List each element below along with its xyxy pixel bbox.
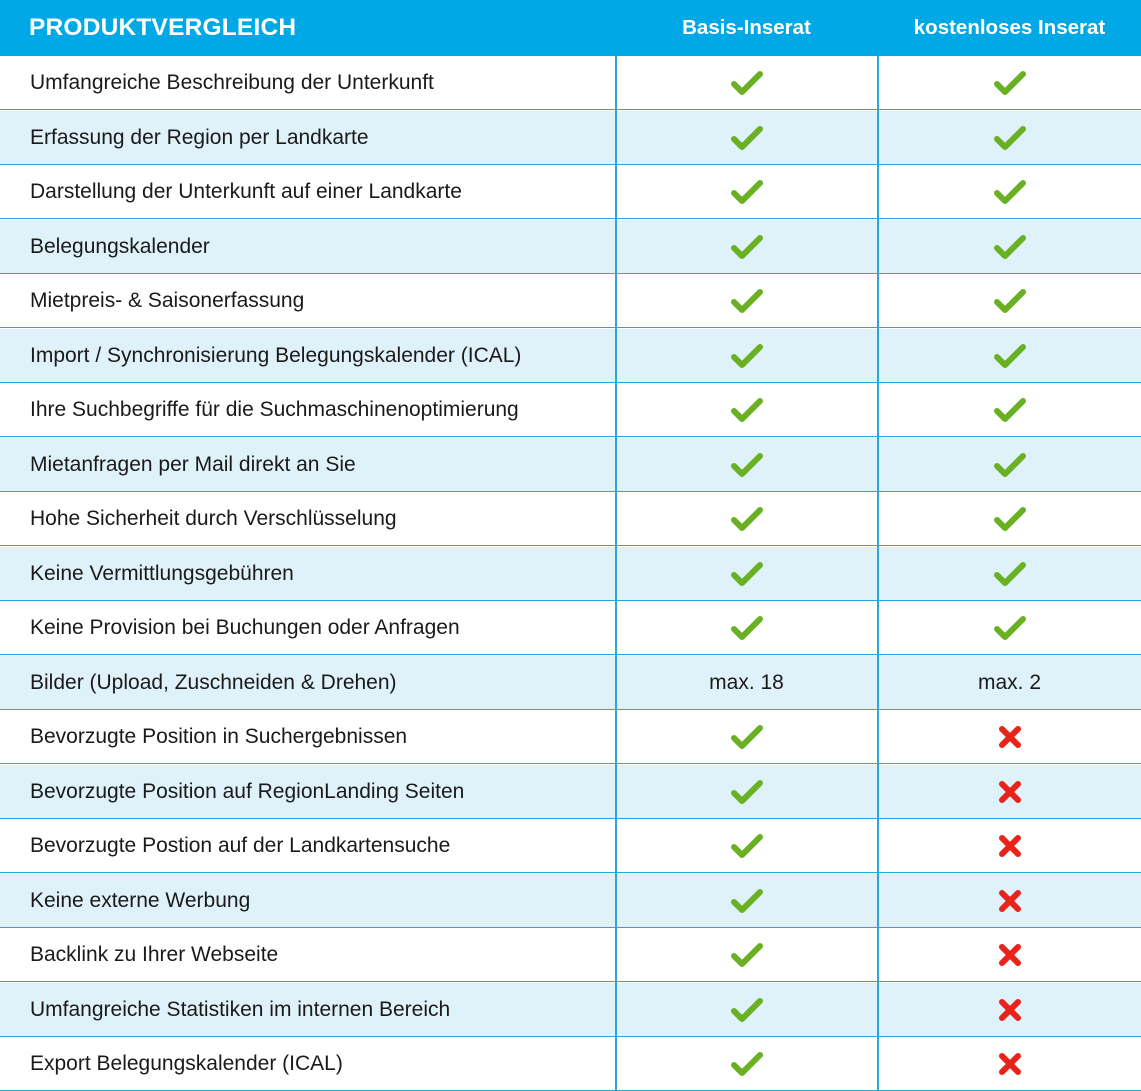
table-row	[0, 220, 1141, 274]
table-row	[0, 56, 1141, 110]
cross-icon	[878, 1037, 1141, 1091]
basis-value: max. 18	[709, 670, 784, 694]
check-icon	[616, 220, 877, 274]
table-title: PRODUKTVERGLEICH	[29, 14, 297, 41]
check-icon	[616, 1037, 877, 1091]
cross-icon	[878, 819, 1141, 873]
table-row	[0, 438, 1141, 492]
check-icon	[616, 928, 877, 982]
table-header	[0, 0, 1141, 56]
feature-label: Ihre Suchbegriffe für die Suchmaschinenoptimierung	[30, 398, 519, 421]
check-icon	[878, 329, 1141, 383]
table-row	[0, 601, 1141, 655]
cross-icon	[878, 874, 1141, 928]
feature-label: Erfassung der Region per Landkarte	[30, 125, 369, 149]
table-row	[0, 383, 1141, 437]
table-row	[0, 492, 1141, 546]
feature-label: Hohe Sicherheit durch Verschlüsselung	[30, 507, 397, 530]
feature-label: Belegungskalender	[30, 234, 210, 258]
feature-label: Mietanfragen per Mail direkt an Sie	[30, 452, 356, 476]
feature-label: Keine externe Werbung	[30, 888, 251, 912]
table-row	[0, 710, 1141, 764]
check-icon	[616, 819, 877, 873]
check-icon	[616, 383, 877, 437]
check-icon	[616, 874, 877, 928]
feature-label: Bevorzugte Position in Suchergebnissen	[30, 725, 408, 748]
feature-label: Export Belegungskalender (ICAL)	[30, 1052, 343, 1075]
check-icon	[616, 492, 877, 546]
feature-label: Keine Provision bei Buchungen oder Anfragen	[30, 616, 460, 639]
check-icon	[616, 710, 877, 764]
check-icon	[616, 601, 877, 655]
table-row	[0, 329, 1141, 383]
table-row	[0, 1037, 1141, 1091]
feature-label: Mietpreis- & Saisonerfassung	[30, 289, 305, 312]
check-icon	[878, 56, 1141, 110]
feature-label: Import / Synchronisierung Belegungskalender (ICAL)	[30, 343, 522, 367]
table-row	[0, 765, 1141, 819]
table-row	[0, 983, 1141, 1037]
check-icon	[878, 547, 1141, 601]
feature-label: Bevorzugte Postion auf der Landkartensuche	[30, 834, 451, 857]
column-header-kostenlos: kostenloses Inserat	[913, 16, 1106, 39]
check-icon	[878, 383, 1141, 437]
table-row	[0, 656, 1141, 710]
table-row	[0, 547, 1141, 601]
feature-label: Backlink zu Ihrer Webseite	[30, 943, 279, 966]
kostenlos-value: max. 2	[977, 670, 1042, 694]
table-row	[0, 928, 1141, 982]
check-icon	[878, 601, 1141, 655]
feature-label: Bilder (Upload, Zuschneiden & Drehen)	[30, 670, 397, 694]
check-icon	[878, 438, 1141, 492]
column-divider	[615, 56, 617, 1091]
check-icon	[616, 56, 877, 110]
feature-label: Umfangreiche Statistiken im internen Bereich	[30, 997, 451, 1021]
check-icon	[878, 274, 1141, 328]
column-divider	[877, 56, 879, 1091]
feature-label: Umfangreiche Beschreibung der Unterkunft	[30, 71, 434, 94]
feature-label: Darstellung der Unterkunft auf einer Landkarte	[30, 180, 462, 203]
check-icon	[616, 165, 877, 219]
cross-icon	[878, 928, 1141, 982]
table-row	[0, 165, 1141, 219]
check-icon	[878, 220, 1141, 274]
table-row	[0, 274, 1141, 328]
check-icon	[616, 329, 877, 383]
check-icon	[616, 438, 877, 492]
cross-icon	[878, 983, 1141, 1037]
table-row	[0, 819, 1141, 873]
check-icon	[878, 492, 1141, 546]
table-row	[0, 111, 1141, 165]
check-icon	[616, 274, 877, 328]
check-icon	[616, 547, 877, 601]
cross-icon	[878, 765, 1141, 819]
check-icon	[616, 983, 877, 1037]
check-icon	[878, 111, 1141, 165]
table-row	[0, 874, 1141, 928]
cross-icon	[878, 710, 1141, 764]
column-header-basis: Basis-Inserat	[682, 16, 811, 39]
check-icon	[878, 165, 1141, 219]
feature-label: Keine Vermittlungsgebühren	[30, 561, 294, 585]
feature-label: Bevorzugte Position auf RegionLanding Seiten	[30, 779, 465, 803]
check-icon	[616, 765, 877, 819]
check-icon	[616, 111, 877, 165]
